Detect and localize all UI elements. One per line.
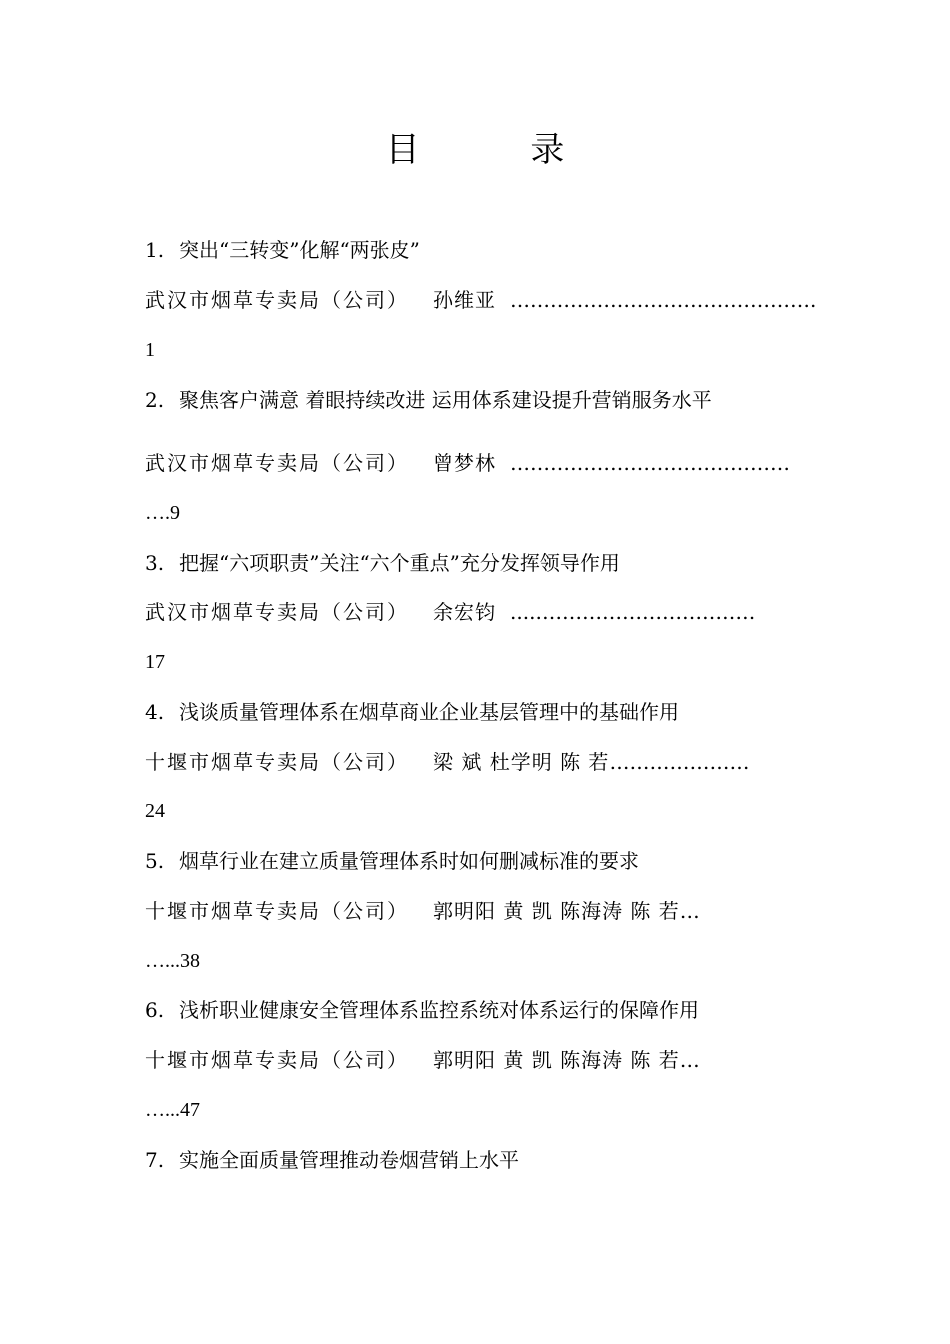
entry-page-number: ….9 bbox=[145, 502, 180, 524]
entry-number: 3. bbox=[145, 551, 165, 575]
entry-number: 1. bbox=[145, 238, 165, 262]
entry-org: 十堰市烟草专卖局（公司） bbox=[145, 1048, 409, 1072]
entry-org: 武汉市烟草专卖局（公司） bbox=[145, 451, 409, 475]
toc-title: 目 录 bbox=[385, 130, 615, 170]
entry-heading-text: 把握“六项职责”关注“六个重点”充分发挥领导作用 bbox=[179, 551, 620, 575]
entry-leader-dots: … bbox=[679, 1048, 700, 1072]
entry-authors: 余宏钧 bbox=[433, 600, 496, 624]
toc-entry-heading[interactable] bbox=[145, 236, 420, 264]
toc-entry-heading[interactable] bbox=[145, 1146, 519, 1174]
entry-org: 武汉市烟草专卖局（公司） bbox=[145, 600, 409, 624]
entry-number: 6. bbox=[145, 998, 165, 1022]
entry-number: 2. bbox=[145, 388, 165, 412]
entry-authors: 梁 斌 杜学明 陈 若 bbox=[433, 750, 610, 774]
entry-authors: 孙维亚 bbox=[433, 288, 496, 312]
toc-entry-heading[interactable] bbox=[145, 847, 639, 875]
entry-page-number: …...38 bbox=[145, 950, 200, 972]
entry-org: 十堰市烟草专卖局（公司） bbox=[145, 899, 409, 923]
entry-leader-dots: …………………………………… bbox=[510, 451, 790, 475]
entry-heading-text: 实施全面质量管理推动卷烟营销上水平 bbox=[179, 1148, 519, 1172]
entry-authors: 郭明阳 黄 凯 陈海涛 陈 若 bbox=[433, 899, 680, 923]
toc-entry-heading[interactable] bbox=[145, 996, 699, 1024]
entry-page-number: 17 bbox=[145, 651, 165, 673]
toc-entry-byline bbox=[145, 748, 749, 776]
entry-page-number: 24 bbox=[145, 800, 165, 822]
entry-leader-dots: ………………… bbox=[609, 750, 750, 774]
entry-heading-text: 聚焦客户满意 着眼持续改进 运用体系建设提升营销服务水平 bbox=[179, 388, 712, 412]
entry-authors: 曾梦林 bbox=[433, 451, 496, 475]
toc-entry-heading[interactable] bbox=[145, 698, 679, 726]
toc-entry-byline bbox=[145, 598, 755, 626]
entry-number: 7. bbox=[145, 1148, 165, 1172]
entry-number: 5. bbox=[145, 849, 165, 873]
entry-page-number: 1 bbox=[145, 339, 155, 361]
toc-entry-byline bbox=[145, 1046, 700, 1074]
entry-leader-dots: ………………………………………. bbox=[510, 288, 817, 312]
entry-page-number: …...47 bbox=[145, 1099, 200, 1121]
entry-heading-text: 浅谈质量管理体系在烟草商业企业基层管理中的基础作用 bbox=[179, 700, 679, 724]
entry-heading-text: 突出“三转变”化解“两张皮” bbox=[179, 238, 420, 262]
entry-number: 4. bbox=[145, 700, 165, 724]
entry-org: 武汉市烟草专卖局（公司） bbox=[145, 288, 409, 312]
toc-entry-byline bbox=[145, 897, 700, 925]
toc-entry-heading[interactable] bbox=[145, 549, 620, 577]
entry-org: 十堰市烟草专卖局（公司） bbox=[145, 750, 409, 774]
toc-entry-byline bbox=[145, 286, 816, 314]
entry-authors: 郭明阳 黄 凯 陈海涛 陈 若 bbox=[433, 1048, 680, 1072]
entry-leader-dots: ....…………………………… bbox=[510, 600, 756, 624]
entry-heading-text: 浅析职业健康安全管理体系监控系统对体系运行的保障作用 bbox=[179, 998, 699, 1022]
entry-leader-dots: … bbox=[679, 899, 700, 923]
toc-entry-heading[interactable] bbox=[145, 386, 712, 414]
toc-entry-byline bbox=[145, 449, 790, 477]
entry-heading-text: 烟草行业在建立质量管理体系时如何删减标准的要求 bbox=[179, 849, 639, 873]
